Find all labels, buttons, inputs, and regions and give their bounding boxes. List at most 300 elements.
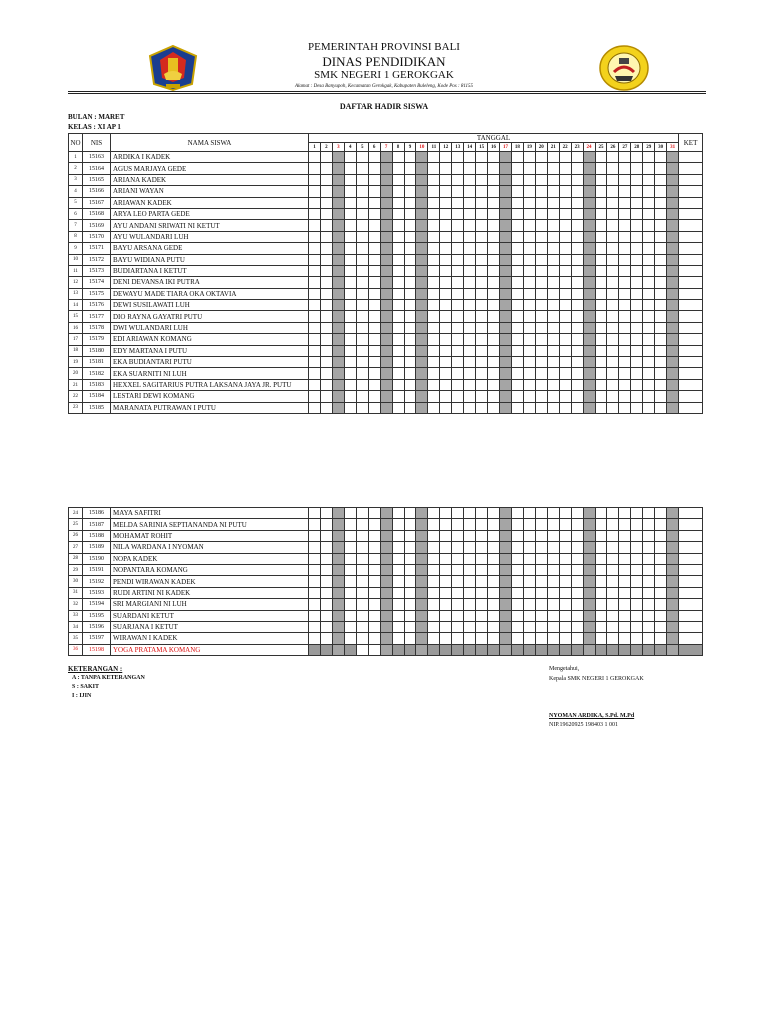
attendance-cell[interactable] — [404, 174, 416, 185]
attendance-cell[interactable] — [416, 334, 428, 345]
attendance-cell[interactable] — [619, 334, 631, 345]
attendance-cell[interactable] — [428, 587, 440, 598]
attendance-cell[interactable] — [404, 553, 416, 564]
attendance-cell[interactable] — [440, 621, 452, 632]
attendance-cell[interactable] — [631, 197, 643, 208]
attendance-cell[interactable] — [332, 163, 344, 174]
attendance-cell[interactable] — [535, 391, 547, 402]
attendance-cell[interactable] — [392, 300, 404, 311]
attendance-cell[interactable] — [368, 186, 380, 197]
attendance-cell[interactable] — [452, 300, 464, 311]
attendance-cell[interactable] — [356, 508, 368, 519]
attendance-cell[interactable] — [344, 322, 356, 333]
attendance-cell[interactable] — [392, 220, 404, 231]
attendance-cell[interactable] — [476, 564, 488, 575]
attendance-cell[interactable] — [440, 288, 452, 299]
attendance-cell[interactable] — [511, 508, 523, 519]
attendance-cell[interactable] — [452, 254, 464, 265]
attendance-cell[interactable] — [428, 197, 440, 208]
attendance-cell[interactable] — [416, 368, 428, 379]
attendance-cell[interactable] — [523, 599, 535, 610]
attendance-cell[interactable] — [655, 231, 667, 242]
attendance-cell[interactable] — [571, 644, 583, 655]
attendance-cell[interactable] — [344, 644, 356, 655]
attendance-cell[interactable] — [368, 644, 380, 655]
attendance-cell[interactable] — [655, 152, 667, 163]
attendance-cell[interactable] — [595, 277, 607, 288]
attendance-cell[interactable] — [392, 530, 404, 541]
attendance-cell[interactable] — [476, 576, 488, 587]
attendance-cell[interactable] — [488, 174, 500, 185]
attendance-cell[interactable] — [595, 152, 607, 163]
attendance-cell[interactable] — [535, 599, 547, 610]
attendance-cell[interactable] — [320, 174, 332, 185]
attendance-cell[interactable] — [344, 508, 356, 519]
attendance-cell[interactable] — [667, 564, 679, 575]
attendance-cell[interactable] — [500, 633, 512, 644]
attendance-cell[interactable] — [356, 311, 368, 322]
attendance-cell[interactable] — [667, 553, 679, 564]
attendance-cell[interactable] — [368, 208, 380, 219]
attendance-cell[interactable] — [392, 357, 404, 368]
attendance-cell[interactable] — [488, 243, 500, 254]
attendance-cell[interactable] — [356, 610, 368, 621]
attendance-cell[interactable] — [464, 208, 476, 219]
attendance-cell[interactable] — [607, 610, 619, 621]
attendance-cell[interactable] — [440, 345, 452, 356]
attendance-cell[interactable] — [332, 322, 344, 333]
attendance-cell[interactable] — [416, 564, 428, 575]
attendance-cell[interactable] — [547, 220, 559, 231]
attendance-cell[interactable] — [440, 508, 452, 519]
attendance-cell[interactable] — [368, 519, 380, 530]
attendance-cell[interactable] — [500, 220, 512, 231]
attendance-cell[interactable] — [655, 379, 667, 390]
attendance-cell[interactable] — [428, 564, 440, 575]
attendance-cell[interactable] — [392, 379, 404, 390]
attendance-cell[interactable] — [500, 163, 512, 174]
attendance-cell[interactable] — [404, 300, 416, 311]
ket-cell[interactable] — [679, 174, 703, 185]
attendance-cell[interactable] — [619, 644, 631, 655]
attendance-cell[interactable] — [535, 368, 547, 379]
attendance-cell[interactable] — [428, 152, 440, 163]
attendance-cell[interactable] — [523, 163, 535, 174]
attendance-cell[interactable] — [464, 334, 476, 345]
attendance-cell[interactable] — [655, 633, 667, 644]
attendance-cell[interactable] — [332, 186, 344, 197]
attendance-cell[interactable] — [416, 633, 428, 644]
attendance-cell[interactable] — [667, 610, 679, 621]
attendance-cell[interactable] — [416, 277, 428, 288]
attendance-cell[interactable] — [309, 322, 321, 333]
attendance-cell[interactable] — [332, 208, 344, 219]
attendance-cell[interactable] — [452, 174, 464, 185]
ket-cell[interactable] — [679, 186, 703, 197]
attendance-cell[interactable] — [583, 231, 595, 242]
attendance-cell[interactable] — [428, 277, 440, 288]
attendance-cell[interactable] — [607, 530, 619, 541]
attendance-cell[interactable] — [619, 553, 631, 564]
attendance-cell[interactable] — [619, 254, 631, 265]
attendance-cell[interactable] — [309, 508, 321, 519]
attendance-cell[interactable] — [511, 345, 523, 356]
attendance-cell[interactable] — [476, 208, 488, 219]
attendance-cell[interactable] — [320, 208, 332, 219]
attendance-cell[interactable] — [607, 633, 619, 644]
attendance-cell[interactable] — [631, 599, 643, 610]
attendance-cell[interactable] — [476, 163, 488, 174]
attendance-cell[interactable] — [643, 391, 655, 402]
attendance-cell[interactable] — [571, 633, 583, 644]
attendance-cell[interactable] — [655, 186, 667, 197]
attendance-cell[interactable] — [631, 357, 643, 368]
attendance-cell[interactable] — [619, 243, 631, 254]
attendance-cell[interactable] — [428, 174, 440, 185]
attendance-cell[interactable] — [440, 322, 452, 333]
attendance-cell[interactable] — [595, 208, 607, 219]
attendance-cell[interactable] — [583, 208, 595, 219]
attendance-cell[interactable] — [643, 553, 655, 564]
attendance-cell[interactable] — [583, 186, 595, 197]
attendance-cell[interactable] — [476, 587, 488, 598]
attendance-cell[interactable] — [368, 220, 380, 231]
attendance-cell[interactable] — [404, 402, 416, 413]
attendance-cell[interactable] — [523, 186, 535, 197]
attendance-cell[interactable] — [500, 311, 512, 322]
attendance-cell[interactable] — [607, 345, 619, 356]
attendance-cell[interactable] — [380, 576, 392, 587]
attendance-cell[interactable] — [535, 288, 547, 299]
attendance-cell[interactable] — [535, 311, 547, 322]
attendance-cell[interactable] — [320, 402, 332, 413]
attendance-cell[interactable] — [523, 277, 535, 288]
attendance-cell[interactable] — [571, 231, 583, 242]
attendance-cell[interactable] — [667, 174, 679, 185]
attendance-cell[interactable] — [631, 277, 643, 288]
attendance-cell[interactable] — [320, 553, 332, 564]
attendance-cell[interactable] — [523, 391, 535, 402]
ket-cell[interactable] — [679, 220, 703, 231]
attendance-cell[interactable] — [416, 254, 428, 265]
attendance-cell[interactable] — [607, 220, 619, 231]
attendance-cell[interactable] — [416, 542, 428, 553]
attendance-cell[interactable] — [607, 208, 619, 219]
attendance-cell[interactable] — [607, 391, 619, 402]
attendance-cell[interactable] — [356, 186, 368, 197]
attendance-cell[interactable] — [643, 530, 655, 541]
attendance-cell[interactable] — [523, 220, 535, 231]
attendance-cell[interactable] — [440, 186, 452, 197]
attendance-cell[interactable] — [535, 519, 547, 530]
attendance-cell[interactable] — [559, 530, 571, 541]
attendance-cell[interactable] — [559, 391, 571, 402]
attendance-cell[interactable] — [428, 530, 440, 541]
attendance-cell[interactable] — [416, 530, 428, 541]
attendance-cell[interactable] — [320, 633, 332, 644]
attendance-cell[interactable] — [428, 254, 440, 265]
attendance-cell[interactable] — [380, 553, 392, 564]
attendance-cell[interactable] — [380, 208, 392, 219]
attendance-cell[interactable] — [547, 277, 559, 288]
attendance-cell[interactable] — [655, 334, 667, 345]
attendance-cell[interactable] — [631, 368, 643, 379]
attendance-cell[interactable] — [571, 610, 583, 621]
attendance-cell[interactable] — [667, 311, 679, 322]
attendance-cell[interactable] — [332, 402, 344, 413]
attendance-cell[interactable] — [368, 621, 380, 632]
attendance-cell[interactable] — [571, 243, 583, 254]
attendance-cell[interactable] — [404, 633, 416, 644]
attendance-cell[interactable] — [356, 357, 368, 368]
attendance-cell[interactable] — [488, 208, 500, 219]
attendance-cell[interactable] — [547, 519, 559, 530]
attendance-cell[interactable] — [571, 186, 583, 197]
attendance-cell[interactable] — [619, 300, 631, 311]
attendance-cell[interactable] — [547, 345, 559, 356]
attendance-cell[interactable] — [607, 197, 619, 208]
attendance-cell[interactable] — [464, 379, 476, 390]
attendance-cell[interactable] — [595, 288, 607, 299]
attendance-cell[interactable] — [488, 368, 500, 379]
attendance-cell[interactable] — [404, 186, 416, 197]
ket-cell[interactable] — [679, 277, 703, 288]
ket-cell[interactable] — [679, 345, 703, 356]
attendance-cell[interactable] — [500, 357, 512, 368]
attendance-cell[interactable] — [571, 174, 583, 185]
attendance-cell[interactable] — [571, 300, 583, 311]
attendance-cell[interactable] — [440, 368, 452, 379]
attendance-cell[interactable] — [595, 644, 607, 655]
attendance-cell[interactable] — [464, 644, 476, 655]
attendance-cell[interactable] — [368, 174, 380, 185]
attendance-cell[interactable] — [607, 621, 619, 632]
attendance-cell[interactable] — [368, 553, 380, 564]
attendance-cell[interactable] — [309, 379, 321, 390]
attendance-cell[interactable] — [559, 587, 571, 598]
attendance-cell[interactable] — [500, 322, 512, 333]
attendance-cell[interactable] — [583, 379, 595, 390]
attendance-cell[interactable] — [416, 208, 428, 219]
attendance-cell[interactable] — [452, 542, 464, 553]
attendance-cell[interactable] — [595, 508, 607, 519]
attendance-cell[interactable] — [380, 519, 392, 530]
attendance-cell[interactable] — [511, 402, 523, 413]
attendance-cell[interactable] — [332, 152, 344, 163]
attendance-cell[interactable] — [380, 599, 392, 610]
attendance-cell[interactable] — [655, 288, 667, 299]
attendance-cell[interactable] — [344, 542, 356, 553]
attendance-cell[interactable] — [619, 231, 631, 242]
attendance-cell[interactable] — [583, 402, 595, 413]
attendance-cell[interactable] — [511, 633, 523, 644]
attendance-cell[interactable] — [356, 576, 368, 587]
attendance-cell[interactable] — [547, 402, 559, 413]
attendance-cell[interactable] — [595, 300, 607, 311]
attendance-cell[interactable] — [559, 300, 571, 311]
ket-cell[interactable] — [679, 288, 703, 299]
attendance-cell[interactable] — [535, 197, 547, 208]
attendance-cell[interactable] — [416, 553, 428, 564]
attendance-cell[interactable] — [476, 334, 488, 345]
attendance-cell[interactable] — [535, 621, 547, 632]
attendance-cell[interactable] — [535, 587, 547, 598]
attendance-cell[interactable] — [332, 391, 344, 402]
attendance-cell[interactable] — [547, 633, 559, 644]
attendance-cell[interactable] — [559, 152, 571, 163]
attendance-cell[interactable] — [344, 391, 356, 402]
attendance-cell[interactable] — [619, 311, 631, 322]
attendance-cell[interactable] — [309, 243, 321, 254]
attendance-cell[interactable] — [404, 220, 416, 231]
attendance-cell[interactable] — [320, 542, 332, 553]
attendance-cell[interactable] — [583, 152, 595, 163]
attendance-cell[interactable] — [440, 277, 452, 288]
ket-cell[interactable] — [679, 208, 703, 219]
attendance-cell[interactable] — [428, 231, 440, 242]
attendance-cell[interactable] — [535, 542, 547, 553]
attendance-cell[interactable] — [368, 530, 380, 541]
attendance-cell[interactable] — [440, 208, 452, 219]
attendance-cell[interactable] — [392, 402, 404, 413]
attendance-cell[interactable] — [619, 186, 631, 197]
attendance-cell[interactable] — [404, 519, 416, 530]
attendance-cell[interactable] — [488, 621, 500, 632]
attendance-cell[interactable] — [356, 220, 368, 231]
attendance-cell[interactable] — [655, 265, 667, 276]
attendance-cell[interactable] — [547, 530, 559, 541]
attendance-cell[interactable] — [416, 599, 428, 610]
attendance-cell[interactable] — [667, 197, 679, 208]
attendance-cell[interactable] — [464, 186, 476, 197]
attendance-cell[interactable] — [595, 254, 607, 265]
attendance-cell[interactable] — [607, 186, 619, 197]
ket-cell[interactable] — [679, 553, 703, 564]
attendance-cell[interactable] — [667, 633, 679, 644]
attendance-cell[interactable] — [643, 519, 655, 530]
attendance-cell[interactable] — [511, 587, 523, 598]
attendance-cell[interactable] — [380, 311, 392, 322]
attendance-cell[interactable] — [667, 152, 679, 163]
attendance-cell[interactable] — [619, 174, 631, 185]
attendance-cell[interactable] — [464, 564, 476, 575]
attendance-cell[interactable] — [380, 322, 392, 333]
attendance-cell[interactable] — [619, 587, 631, 598]
attendance-cell[interactable] — [595, 243, 607, 254]
attendance-cell[interactable] — [452, 379, 464, 390]
attendance-cell[interactable] — [476, 357, 488, 368]
attendance-cell[interactable] — [404, 542, 416, 553]
attendance-cell[interactable] — [535, 300, 547, 311]
attendance-cell[interactable] — [559, 610, 571, 621]
attendance-cell[interactable] — [511, 599, 523, 610]
attendance-cell[interactable] — [595, 174, 607, 185]
attendance-cell[interactable] — [332, 243, 344, 254]
attendance-cell[interactable] — [535, 530, 547, 541]
attendance-cell[interactable] — [595, 186, 607, 197]
attendance-cell[interactable] — [667, 231, 679, 242]
attendance-cell[interactable] — [416, 508, 428, 519]
attendance-cell[interactable] — [571, 254, 583, 265]
attendance-cell[interactable] — [452, 265, 464, 276]
attendance-cell[interactable] — [619, 402, 631, 413]
attendance-cell[interactable] — [643, 508, 655, 519]
attendance-cell[interactable] — [547, 197, 559, 208]
attendance-cell[interactable] — [559, 345, 571, 356]
attendance-cell[interactable] — [583, 334, 595, 345]
attendance-cell[interactable] — [392, 644, 404, 655]
attendance-cell[interactable] — [368, 402, 380, 413]
attendance-cell[interactable] — [643, 599, 655, 610]
ket-cell[interactable] — [679, 368, 703, 379]
attendance-cell[interactable] — [404, 621, 416, 632]
attendance-cell[interactable] — [368, 152, 380, 163]
attendance-cell[interactable] — [416, 621, 428, 632]
attendance-cell[interactable] — [535, 357, 547, 368]
attendance-cell[interactable] — [380, 334, 392, 345]
attendance-cell[interactable] — [428, 542, 440, 553]
attendance-cell[interactable] — [428, 220, 440, 231]
attendance-cell[interactable] — [607, 379, 619, 390]
attendance-cell[interactable] — [571, 322, 583, 333]
attendance-cell[interactable] — [559, 508, 571, 519]
attendance-cell[interactable] — [655, 587, 667, 598]
attendance-cell[interactable] — [404, 368, 416, 379]
attendance-cell[interactable] — [440, 163, 452, 174]
attendance-cell[interactable] — [488, 186, 500, 197]
attendance-cell[interactable] — [356, 402, 368, 413]
attendance-cell[interactable] — [571, 368, 583, 379]
attendance-cell[interactable] — [452, 357, 464, 368]
attendance-cell[interactable] — [344, 300, 356, 311]
attendance-cell[interactable] — [344, 621, 356, 632]
attendance-cell[interactable] — [523, 519, 535, 530]
attendance-cell[interactable] — [368, 368, 380, 379]
attendance-cell[interactable] — [571, 334, 583, 345]
attendance-cell[interactable] — [368, 334, 380, 345]
ket-cell[interactable] — [679, 542, 703, 553]
attendance-cell[interactable] — [320, 197, 332, 208]
attendance-cell[interactable] — [583, 163, 595, 174]
attendance-cell[interactable] — [667, 357, 679, 368]
attendance-cell[interactable] — [440, 519, 452, 530]
attendance-cell[interactable] — [655, 300, 667, 311]
attendance-cell[interactable] — [356, 553, 368, 564]
attendance-cell[interactable] — [332, 610, 344, 621]
attendance-cell[interactable] — [428, 402, 440, 413]
attendance-cell[interactable] — [523, 197, 535, 208]
attendance-cell[interactable] — [655, 644, 667, 655]
attendance-cell[interactable] — [440, 599, 452, 610]
attendance-cell[interactable] — [571, 621, 583, 632]
attendance-cell[interactable] — [523, 610, 535, 621]
ket-cell[interactable] — [679, 599, 703, 610]
attendance-cell[interactable] — [511, 542, 523, 553]
attendance-cell[interactable] — [571, 391, 583, 402]
attendance-cell[interactable] — [392, 243, 404, 254]
attendance-cell[interactable] — [607, 243, 619, 254]
attendance-cell[interactable] — [667, 368, 679, 379]
attendance-cell[interactable] — [344, 288, 356, 299]
attendance-cell[interactable] — [344, 610, 356, 621]
attendance-cell[interactable] — [404, 379, 416, 390]
attendance-cell[interactable] — [655, 519, 667, 530]
ket-cell[interactable] — [679, 163, 703, 174]
attendance-cell[interactable] — [404, 357, 416, 368]
attendance-cell[interactable] — [655, 542, 667, 553]
attendance-cell[interactable] — [392, 208, 404, 219]
attendance-cell[interactable] — [452, 564, 464, 575]
